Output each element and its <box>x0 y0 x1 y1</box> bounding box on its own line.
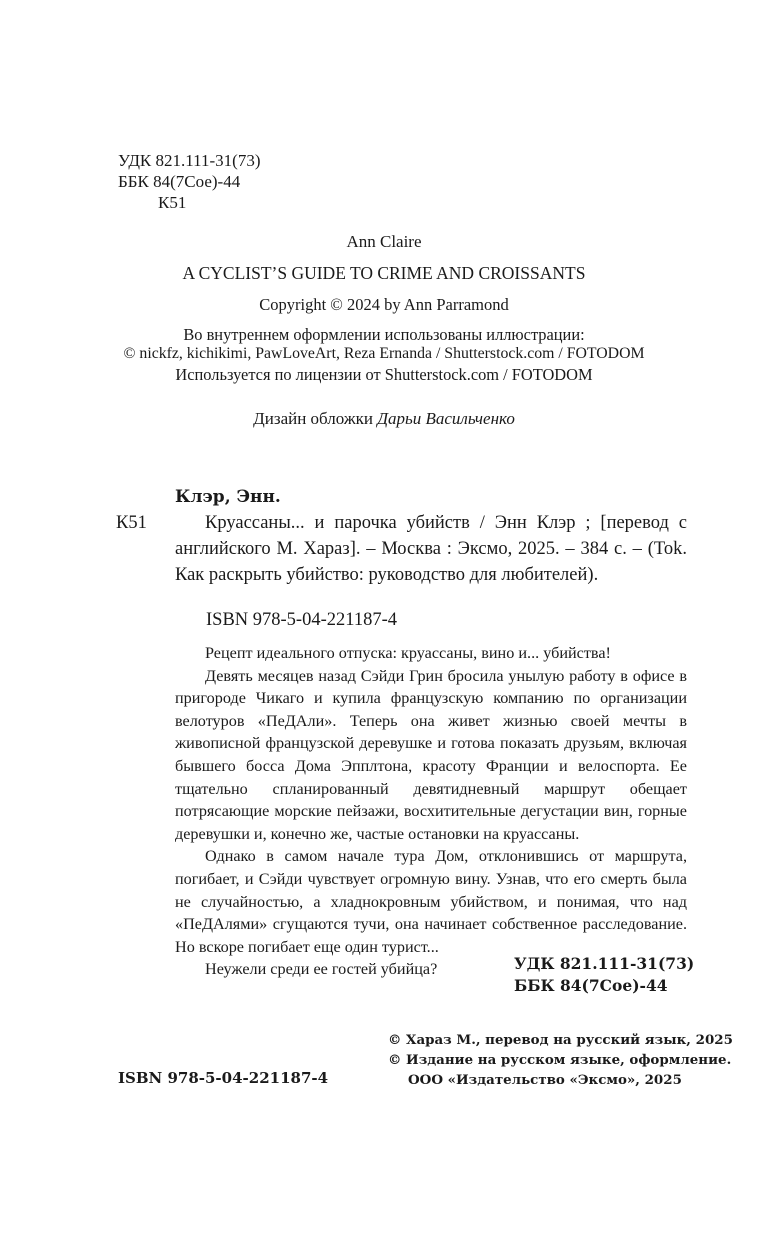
entry-description <box>175 510 687 588</box>
annotation-paragraph-3: Однако в самом начале тура Дом, отклонившись от маршрута, погибает, и Сэйди чувствует огромную вину. Узнав, что его смерть была не случайностью, а хладнокровным убийством, и понимая, что над «ПеДАлями» сгущаются тучи, она начинает собственное расследование. Но вскоре погибает еще один турист... <box>175 847 687 956</box>
udk-code-bottom: УДК 821.111-31(73) <box>514 954 695 973</box>
original-author: Ann Claire <box>346 232 422 251</box>
annotation-paragraph-2: Девять месяцев назад Сэйди Грин бросила унылую работу в офисе в пригороде Чикаго и купила французскую компанию по организации велотуров «ПеДАли». Теперь она живет жизнью своей мечты в живописной французской деревушке и готова показать друзьям, включая бывшего босса Дома Эпплтона, красоту Франции и велоспорта. Ее тщательно спланированный девятидневный маршрут обещает потрясающие морские пейзажи, восхитительные дегустации вин, горные деревушки и, конечно же, частые остановки на круассаны. <box>175 666 687 843</box>
annotation-paragraph-4: Неужели среди ее гостей убийца? <box>205 960 438 979</box>
entry-isbn: ISBN 978-5-04-221187-4 <box>206 610 397 630</box>
illustrations-line-3: Используется по лицензии от Shutterstock.com / FOTODOM <box>175 365 593 384</box>
entry-mark: К51 <box>116 513 147 533</box>
annotation <box>175 642 687 981</box>
classification-codes <box>118 150 260 213</box>
bbk-code-bottom: ББК 84(7Сое)-44 <box>514 976 668 995</box>
annotation-paragraph-1: Рецепт идеального отпуска: круассаны, вино и... убийства! <box>205 644 611 662</box>
copyright-translation: © Хараз М., перевод на русский язык, 2025 <box>388 1032 733 1048</box>
illustrations-line-2: © nickfz, kichikimi, PawLoveArt, Reza Ernanda / Shutterstock.com / FOTODOM <box>123 345 645 362</box>
codes-bottom <box>514 953 694 997</box>
copyright-notices <box>388 1030 733 1090</box>
entry-heading: Клэр, Энн. <box>175 487 281 507</box>
copyright-edition-1: © Издание на русском языке, оформление. <box>388 1052 732 1068</box>
cover-designer: Дарьи Васильченко <box>377 409 515 428</box>
udk-code: УДК 821.111-31(73) <box>118 151 261 170</box>
copyright-edition-2: ООО «Издательство «Эксмо», 2025 <box>408 1072 682 1088</box>
entry-description-text: Круассаны... и парочка убийств / Энн Клэр ; [перевод с английского М. Хараз]. – Москва : Эксмо, 2025. – 384 с. – (Tok. Как раскрыть убийство: руководство для любителей). <box>175 513 687 585</box>
bbk-code: ББК 84(7Сое)-44 <box>118 172 241 191</box>
original-copyright: Copyright © 2024 by Ann Parramond <box>259 295 509 314</box>
author-mark: К51 <box>158 193 187 212</box>
illustrations-line-1: Во внутреннем оформлении использованы иллюстрации: <box>183 325 585 344</box>
isbn-bottom: ISBN 978-5-04-221187-4 <box>118 1069 329 1087</box>
original-title: A CYCLIST’S GUIDE TO CRIME AND CROISSANTS <box>182 263 586 283</box>
cover-design-credit <box>0 409 768 429</box>
cover-design-prefix: Дизайн обложки <box>253 409 373 428</box>
